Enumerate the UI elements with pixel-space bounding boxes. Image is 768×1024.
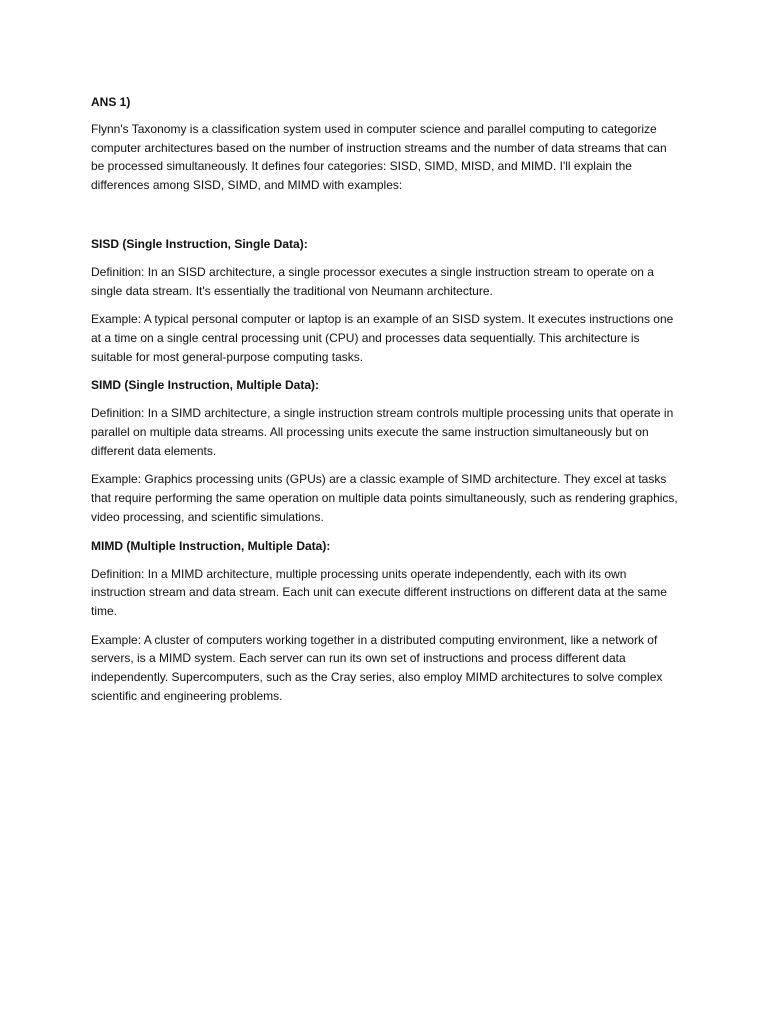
definition-paragraph: Definition: In a SIMD architecture, a single instruction stream controls multiple processing units that operate in parallel on multiple data streams. All processing units execute the same instruction simultaneously but on different data elements. [91,406,674,458]
section-heading: SIMD (Single Instruction, Multiple Data): [91,378,319,393]
section-mimd [91,537,681,706]
definition-paragraph: Definition: In a MIMD architecture, multiple processing units operate independently, each with its own instruction stream and data stream. Each unit can execute different instructions on different data at the same time. [91,566,667,618]
definition-paragraph: Definition: In an SISD architecture, a single processor executes a single instruction stream to operate on a single data stream. It's essentially the traditional von Neumann architecture. [91,264,654,298]
answer-label: ANS 1) [91,95,131,109]
document-page [91,93,681,715]
example-paragraph: Example: Graphics processing units (GPUs) are a classic example of SIMD architecture. They excel at tasks that require performing the same operation on multiple data points simultaneously, such as rendering graphics, video processing, and scientific simulations. [91,472,678,524]
section-heading: SISD (Single Instruction, Single Data): [91,236,308,251]
section-simd [91,376,681,526]
intro-paragraph: Flynn's Taxonomy is a classification system used in computer science and parallel computing to categorize computer architectures based on the number of instruction streams and the number of data streams that can be processed simultaneously. It defines four categories: SISD, SIMD, MISD, and MIMD. I'll explain the differences among SISD, SIMD, and MIMD with examples: [91,122,667,193]
section-sisd [91,235,681,367]
section-heading: MIMD (Multiple Instruction, Multiple Data): [91,538,331,553]
example-paragraph: Example: A typical personal computer or laptop is an example of an SISD system. It executes instructions one at a time on a single central processing unit (CPU) and processes data sequentially. This architecture is suitable for most general-purpose computing tasks. [91,312,674,364]
example-paragraph: Example: A cluster of computers working together in a distributed computing environment, like a network of servers, is a MIMD system. Each server can run its own set of instructions and process different data independently. Supercomputers, such as the Cray series, also employ MIMD architectures to solve complex scientific and engineering problems. [91,632,663,703]
